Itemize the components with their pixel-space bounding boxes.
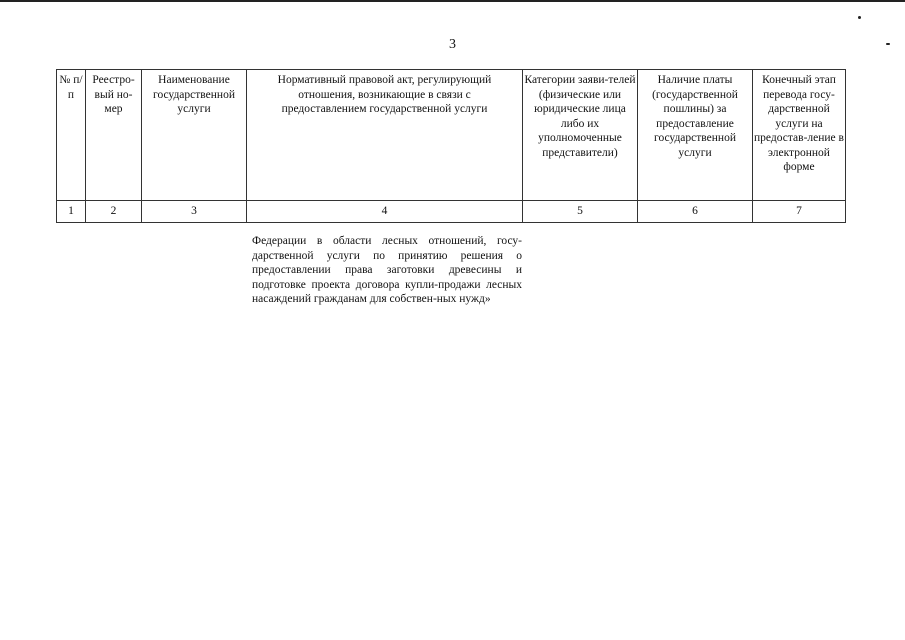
top-rule <box>0 0 905 2</box>
header-row <box>57 70 846 201</box>
header-applicant-categories: Категории заяви-телей (физические или юридические лица либо их уполномоченные представители) <box>523 70 638 201</box>
column-number-5: 5 <box>523 201 638 223</box>
header-final-stage: Конечный этап перевода госу-дарственной услуги на предостав-ление в электронной форме <box>753 70 846 201</box>
header-service-name: Наименование государственной услуги <box>142 70 247 201</box>
scan-speck <box>858 16 861 19</box>
legal-act-continuation-text: Федерации в области лесных отношений, госу-дарственной услуги по принятию решения о предоставлении права заготовки древесины и подготовке проекта договора купли-продажи лесных насаждений гражданам для собствен-ных нужд» <box>252 235 522 305</box>
header-legal-act: Нормативный правовой акт, регулирующий отношения, возникающие в связи с предоставлением государственной услуги <box>247 70 523 201</box>
column-number-1: 1 <box>57 201 86 223</box>
column-number-4: 4 <box>247 201 523 223</box>
header-fee: Наличие платы (государственной пошлины) за предоставление государственной услуги <box>638 70 753 201</box>
scan-speck <box>886 43 890 45</box>
column-number-2: 2 <box>86 201 142 223</box>
column-number-6: 6 <box>638 201 753 223</box>
services-table <box>56 69 846 223</box>
column-number-3: 3 <box>142 201 247 223</box>
page-number: 3 <box>449 37 456 52</box>
header-number: № п/п <box>57 70 86 201</box>
header-registry-number: Реестро-вый но-мер <box>86 70 142 201</box>
column-number-row <box>57 201 846 223</box>
column-number-7: 7 <box>753 201 846 223</box>
